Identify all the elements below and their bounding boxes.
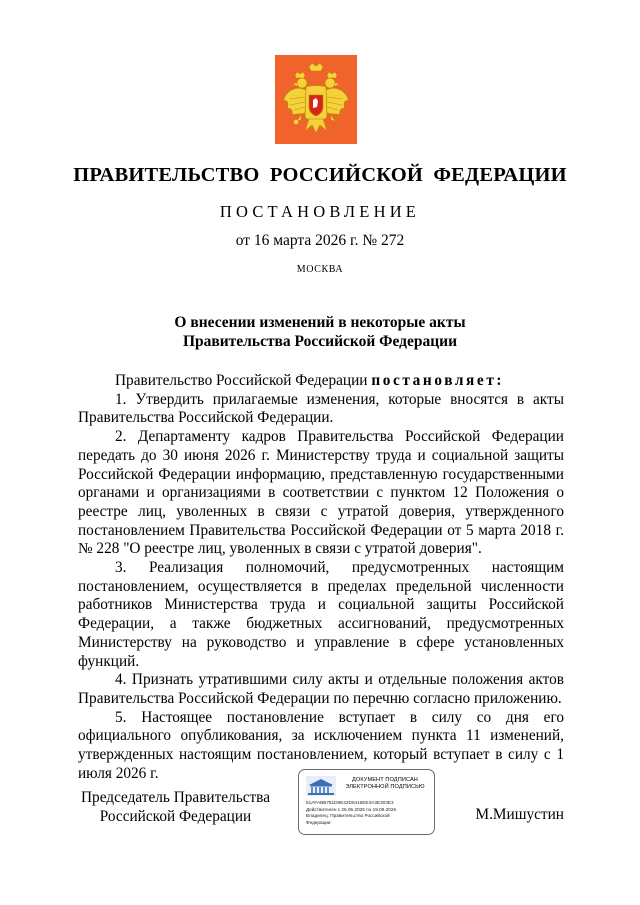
stamp-title <box>339 777 431 791</box>
signer-position-line: Председатель Правительства <box>81 789 270 806</box>
government-title: ПРАВИТЕЛЬСТВО РОССИЙСКОЙ ФЕДЕРАЦИИ <box>73 164 567 186</box>
clause-paragraph: 2. Департаменту кадров Правительства Российской Федерации передать до 30 июня 2026 г. Министерству труда и социальной защиты Российской Федерации информацию, представленную государственными органами и организациями в соответствии с пунктом 12 Положения о реестре лиц, уволенных в связи с утратой доверия, утвержденного постановлением Правительства Российской Федерации от 5 марта 2018 г. № 228 "О реестре лиц, уволенных в связи с утратой доверия". <box>78 428 564 558</box>
signer-position-line: Российской Федерации <box>99 808 252 825</box>
clause-paragraph: 1. Утвердить прилагаемые изменения, которые вносятся в акты Правительства Российской Федерации. <box>78 390 564 427</box>
stamp-validity: Действителен с 26.06.2025 по 19.09.2026 <box>306 806 397 812</box>
preamble-paragraph <box>78 372 564 391</box>
electronic-signature-stamp <box>298 769 435 835</box>
stamp-title-line: ДОКУМЕНТ ПОДПИСАН <box>352 777 418 783</box>
clause-paragraph: 3. Реализация полномочий, предусмотренных настоящим постановлением, осуществляется в пределах предельной численности работников Министерства труда и социальной защиты Российской Федерации, а также бюджетных ассигнований, предусмотренных Министерству на руководство и управление в сфере установленных функций. <box>78 559 564 670</box>
document-date-number: от 16 марта 2026 г. № 272 <box>235 232 405 249</box>
clause-paragraph: 5. Настоящее постановление вступает в силу со дня его официального опубликования, за исключением пункта 11 изменений, утвержденных настоящим постановлением, который вступает в силу с 1 июля 2026 г. <box>78 708 564 782</box>
coat-of-arms-emblem <box>275 55 357 144</box>
stamp-title-line: ЭЛЕКТРОННОЙ ПОДПИСЬЮ <box>345 784 425 790</box>
government-building-icon <box>306 776 336 796</box>
document-city: МОСКВА <box>296 264 344 275</box>
document-body <box>78 372 564 783</box>
stamp-owner: Федерации <box>306 819 331 825</box>
signer-position <box>78 788 273 826</box>
clause-paragraph: 4. Признать утратившими силу акты и отдельные положения актов Правительства Российской Федерации по перечню согласно приложению. <box>78 671 564 707</box>
signer-name: М.Мишустин <box>475 806 564 823</box>
preamble-action: постановляет: <box>371 372 505 389</box>
stamp-details <box>306 800 432 826</box>
stamp-owner: Владелец: Правительство Российской <box>306 813 390 819</box>
preamble-text: Правительство Российской Федерации <box>115 372 372 389</box>
subject-line: Правительства Российской Федерации <box>182 333 458 350</box>
document-type: ПОСТАНОВЛЕНИЕ <box>219 202 421 221</box>
double-headed-eagle-icon <box>275 55 357 144</box>
stamp-certificate: 51AFABB781D9E42D0416EE3A3E303E3 <box>306 800 394 805</box>
document-subject <box>0 313 640 351</box>
subject-line: О внесении изменений в некоторые акты <box>174 314 466 331</box>
